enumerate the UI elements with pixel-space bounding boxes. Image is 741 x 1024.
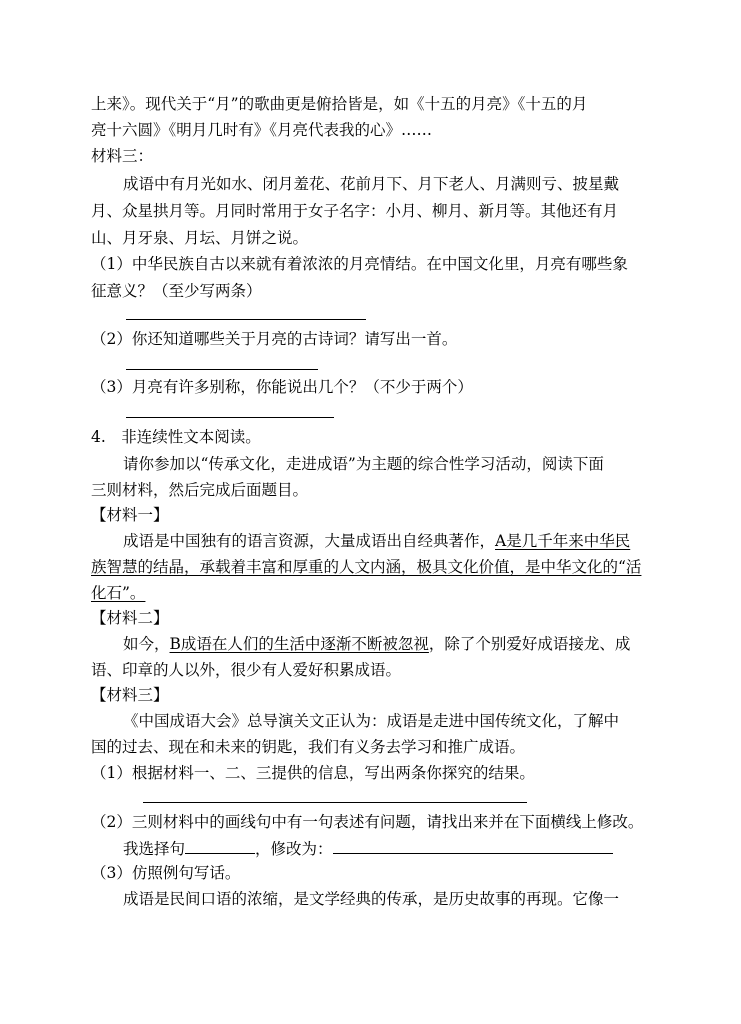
text-line: 月、众星拱月等。月同时常用于女子名字：小月、柳月、新月等。其他还有月 [91, 202, 619, 220]
answer-line[interactable] [126, 369, 318, 370]
question-4-3: （3）仿照例句写话。 [91, 864, 241, 882]
text-line: 山、月牙泉、月坛、月饼之说。 [91, 229, 309, 247]
section-4-heading: 4. 非连续性文本阅读。 [91, 428, 261, 446]
text-line: 三则材料，然后完成后面题目。 [91, 481, 309, 499]
text-line: 上来》。现代关于“月”的歌曲更是俯拾皆是，如《十五的月亮》《十五的月 [91, 95, 588, 113]
answer-line[interactable] [126, 417, 334, 418]
underlined-sentence-b: B成语在人们的生活中逐渐不断被忽视 [169, 635, 429, 653]
material-2-title: 【材料二】 [91, 609, 169, 627]
question-4-1: （1）根据材料一、二、三提供的信息，写出两条你探究的结果。 [91, 764, 535, 782]
answer-line[interactable] [126, 319, 366, 320]
question-3: （3）月亮有许多别称，你能说出几个？（不少于两个） [91, 378, 473, 396]
underlined-sentence-a: A是几千年来中华民 [495, 532, 631, 550]
text-line: 请你参加以“传承文化，走进成语”为主题的综合性学习活动，阅读下面 [123, 455, 604, 473]
sentence-choice-blank[interactable] [185, 837, 255, 854]
text-line: 成语是民间口语的浓缩，是文学经典的传承，是历史故事的再现。它像一 [123, 890, 620, 908]
fill-label: ，修改为： [255, 840, 333, 858]
plain-text: ，除了个别爱好成语接龙、成 [428, 635, 631, 653]
plain-text: 成语是中国独有的语言资源，大量成语出自经典著作， [123, 532, 496, 550]
text-line: 成语中有月光如水、闭月羞花、花前月下、月下老人、月满则亏、披星戴 [123, 175, 620, 193]
section-title: 材料三： [91, 147, 154, 165]
fill-label: 我选择句 [123, 840, 186, 858]
text-line [123, 530, 630, 552]
question-1-line-1: （1）中华民族自古以来就有着浓浓的月亮情结。在中国文化里，月亮有哪些象 [91, 255, 628, 273]
plain-text: 如今， [123, 635, 170, 653]
text-line: 国的过去、现在和未来的钥匙，我们有义务去学习和推广成语。 [91, 738, 526, 756]
text-line [123, 633, 630, 655]
underlined-sentence-a: 化石”。 [91, 584, 146, 602]
question-1-line-2: 征意义？（至少写两条） [91, 282, 262, 300]
question-2: （2）你还知道哪些关于月亮的古诗词？请写出一首。 [91, 330, 458, 348]
material-3-title: 【材料三】 [91, 686, 169, 704]
text-line: 《中国成语大会》总导演关文正认为：成语是走进中国传统文化，了解中 [123, 712, 620, 730]
question-4-2: （2）三则材料中的画线句中有一句表述有问题，请找出来并在下面横线上修改。 [91, 813, 644, 831]
text-line: 亮十六圆》《明月几时有》《月亮代表我的心》…… [91, 121, 433, 139]
revision-blank[interactable] [333, 837, 613, 854]
answer-line[interactable] [143, 802, 527, 803]
material-1-title: 【材料一】 [91, 506, 169, 524]
underlined-sentence-a: 族智慧的结晶，承载着丰富和厚重的人文内涵，极具文化价值，是中华文化的“活 [91, 558, 642, 576]
fill-in-line [123, 837, 613, 860]
text-line: 语、印章的人以外，很少有人爱好积累成语。 [91, 661, 402, 679]
